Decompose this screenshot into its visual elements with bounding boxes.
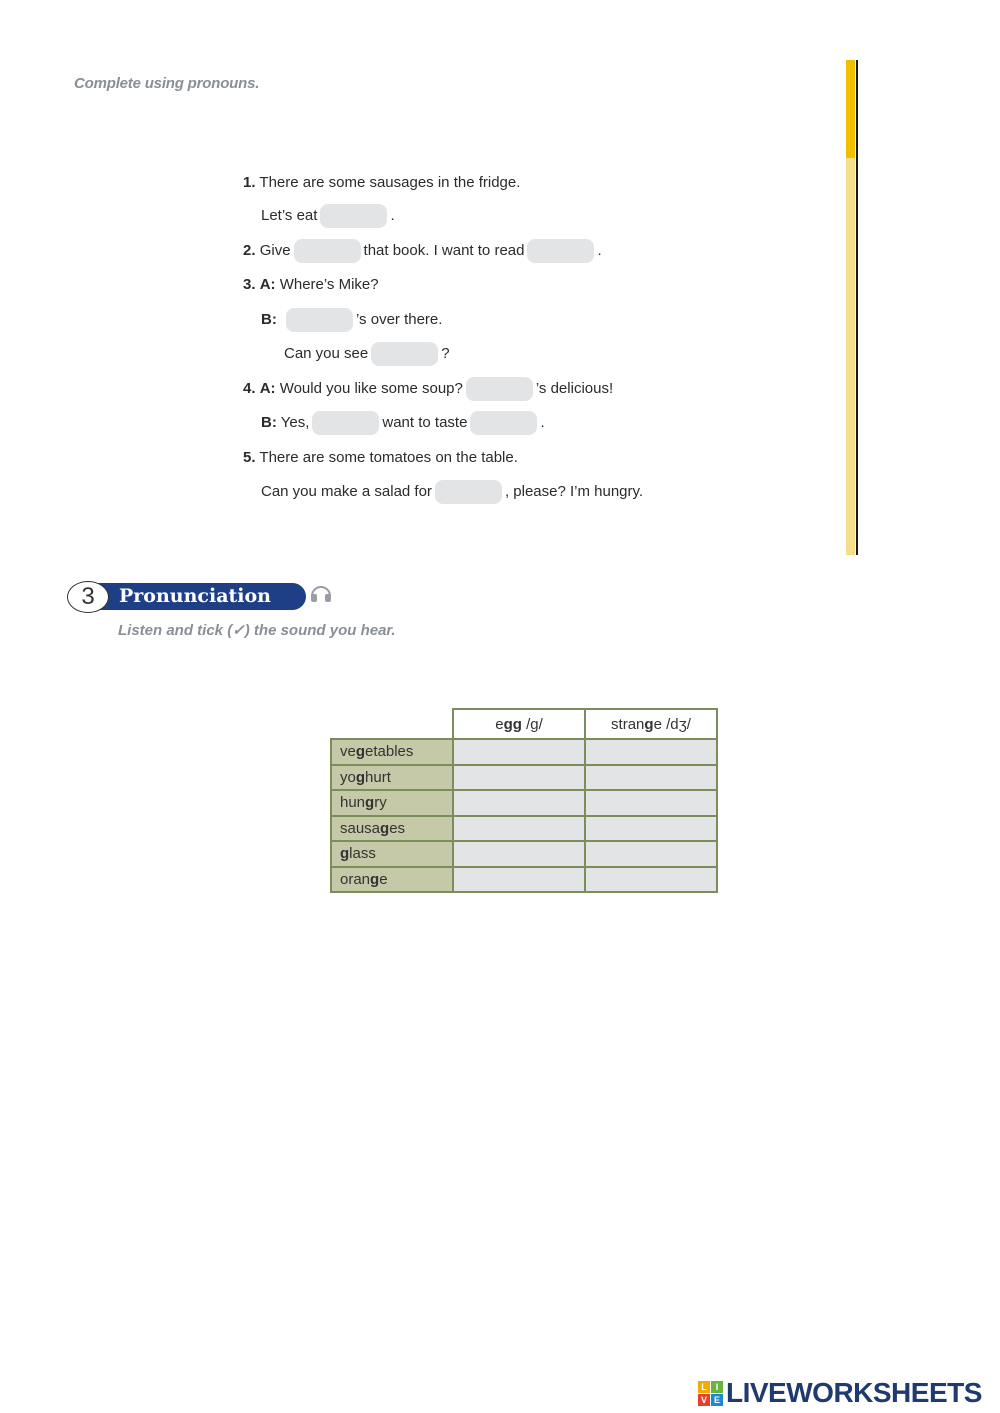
sentence-text: There are some tomatoes on the table. — [259, 449, 518, 466]
item-number: 5. — [243, 449, 256, 466]
item-number: 4. — [243, 380, 256, 397]
tick-cell-g[interactable] — [453, 867, 585, 893]
tick-cell-dz[interactable] — [585, 841, 717, 867]
answer-gap-6[interactable] — [466, 377, 533, 401]
sentence-3a — [243, 273, 379, 297]
item-number: 1. — [243, 174, 256, 191]
tick-cell-g[interactable] — [453, 765, 585, 791]
sentence-text: Yes, — [280, 414, 310, 431]
answer-gap-4[interactable] — [286, 308, 353, 332]
word-label: vegetables — [331, 739, 453, 765]
word-label: hungry — [331, 790, 453, 816]
sentence-text: . — [390, 207, 395, 224]
logo-text: LIVEWORKSHEETS — [726, 1377, 982, 1408]
tick-cell-g[interactable] — [453, 739, 585, 765]
logo-icon: L I V E — [698, 1381, 723, 1406]
margin-bar-accent — [846, 60, 855, 158]
sentence-4b — [261, 411, 545, 435]
word-label: yoghurt — [331, 765, 453, 791]
table-row — [331, 867, 717, 893]
answer-gap-7[interactable] — [312, 411, 379, 435]
sentence-text: . — [597, 242, 602, 259]
column-header-g: egg /g/ — [453, 709, 585, 739]
tick-cell-g[interactable] — [453, 816, 585, 842]
margin-line — [856, 60, 858, 555]
sentence-text: ’s over there. — [356, 311, 443, 328]
sentence-text: . — [540, 414, 545, 431]
sentence-text: Can you make a salad for — [261, 483, 432, 500]
pronunciation-table — [330, 708, 718, 893]
sentence-text: that book. I want to read — [363, 242, 525, 259]
liveworksheets-logo — [698, 1377, 982, 1409]
answer-gap-5[interactable] — [371, 342, 438, 366]
answer-gap-3[interactable] — [527, 239, 594, 263]
answer-gap-8[interactable] — [470, 411, 537, 435]
sentence-text: ? — [441, 345, 450, 362]
answer-gap-9[interactable] — [435, 480, 502, 504]
sentence-text: ’s delicious! — [535, 380, 614, 397]
tick-cell-g[interactable] — [453, 790, 585, 816]
table-row — [331, 841, 717, 867]
instruction-listen-tick: Listen and tick (✓) the sound you hear. — [118, 622, 396, 639]
column-header-dz: strange /dʒ/ — [585, 709, 717, 739]
sentence-2 — [243, 239, 602, 263]
word-label: orange — [331, 867, 453, 893]
table-row — [331, 765, 717, 791]
sentence-text: , please? I’m hungry. — [504, 483, 644, 500]
sentence-5a — [243, 446, 518, 470]
speaker-label: A: — [259, 276, 276, 293]
answer-gap-2[interactable] — [294, 239, 361, 263]
sentence-text: Can you see — [284, 345, 369, 362]
tick-cell-dz[interactable] — [585, 739, 717, 765]
table-corner — [331, 709, 453, 739]
table-row — [331, 790, 717, 816]
section-title: Pronunciation — [119, 585, 271, 607]
table-row — [331, 816, 717, 842]
item-number: 3. — [243, 276, 256, 293]
word-label: sausages — [331, 816, 453, 842]
tick-cell-dz[interactable] — [585, 790, 717, 816]
speaker-label: A: — [259, 380, 276, 397]
tick-cell-dz[interactable] — [585, 867, 717, 893]
speaker-label: B: — [261, 311, 277, 328]
sentence-text: There are some sausages in the fridge. — [259, 174, 521, 191]
sentence-text: Give — [259, 242, 291, 259]
tick-cell-dz[interactable] — [585, 765, 717, 791]
sentence-1b — [261, 204, 395, 228]
sentence-4a — [243, 377, 613, 401]
sentence-5b — [261, 480, 643, 504]
sentence-text: Where’s Mike? — [279, 276, 379, 293]
sentence-3b — [261, 308, 442, 332]
item-number: 2. — [243, 242, 256, 259]
sentence-3c — [284, 342, 450, 366]
table-row — [331, 739, 717, 765]
tick-cell-g[interactable] — [453, 841, 585, 867]
headphones-icon[interactable] — [309, 584, 333, 604]
sentence-text: want to taste — [382, 414, 468, 431]
sentence-1a — [243, 171, 520, 195]
speaker-label: B: — [261, 414, 277, 431]
sentence-text: Would you like some soup? — [279, 380, 463, 397]
word-label: glass — [331, 841, 453, 867]
exercise-number: 3 — [67, 581, 109, 613]
sentence-text: Let’s eat — [261, 207, 318, 224]
answer-gap-1[interactable] — [320, 204, 387, 228]
instruction-complete-pronouns: Complete using pronouns. — [74, 75, 260, 92]
tick-cell-dz[interactable] — [585, 816, 717, 842]
